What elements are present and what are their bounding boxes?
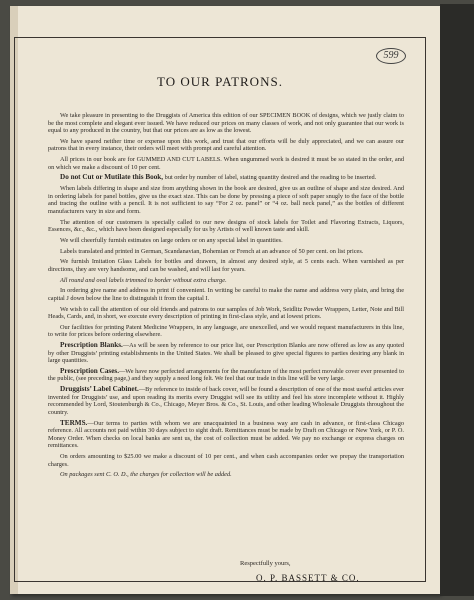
paragraph (48, 156, 404, 171)
paragraph-lead: Do not Cut or Mutilate this Book, (60, 173, 164, 182)
paragraph-text: We have spared neither time or expense upon this work, and trust that our efforts will be duly appreciated, and we can assure our patrons that in every instance, their orders will meet with prompt and careful attention. (48, 137, 404, 153)
paragraph-text: Labels translated and printed in German, Scandanavian, Bohemian or French at an advance of 50 per cent. on list prices. (60, 247, 364, 255)
paragraph-text: but order by number of label, stating quantity desired and the reading to be inserted. (163, 174, 377, 182)
paragraph (48, 453, 404, 468)
paragraph-text: —By reference to inside of back cover, will be found a description of one of the most useful articles ever invented for Druggists’ use, and upon reading its merits every Druggist will see its utility and feel his store incomplete without it. Highly recommended by Lord, Stoutenburgh & Co., Chicago, Meyer Bros. & Co., St. Louis, and other leading Wholesale Druggists throughout the country. (48, 386, 404, 416)
paragraph (48, 174, 404, 182)
paragraph-lead: TERMS. (60, 418, 88, 427)
handwritten-page-number: 599 (376, 48, 406, 64)
paragraph-lead: Prescription Blanks. (60, 341, 123, 350)
paragraph (48, 112, 404, 135)
paragraph-text: On orders amounting to $25.00 we make a discount of 10 per cent., and when cash accompanies order we prepay the transportation charges. (48, 452, 404, 468)
paragraph-text: We wish to call the attention of our old friends and patrons to our samples of Job Work, Seidlitz Powder Wrappers, Letter, Note and Bill Heads, Cards, and, in short, we execute every description of printing in first-class style, and at lowest prices. (48, 305, 404, 321)
signature: O. P. BASSETT & CO. (256, 573, 360, 583)
paragraph-text: —We have now perfected arrangements for the manufacture of the most perfect movable cover ever presented to the public, (see preceding page,) and they supply a need long felt. We feel that our trade in this line will be very large. (48, 367, 404, 383)
background-edge (440, 4, 474, 596)
page-title: TO OUR PATRONS. (157, 74, 283, 89)
paragraph (48, 324, 404, 339)
paragraph (48, 277, 404, 285)
paragraph-lead: Druggists’ Label Cabinet. (60, 385, 139, 394)
paragraph-text: On packages sent C. O. D., the charges for collection will be added. (60, 471, 232, 479)
paragraph (48, 248, 404, 256)
paragraph-text: All prices in our book are for GUMMED AND CUT LABELS. When ungummed work is desired it must be so stated in the order, and on which we make a discount of 10 per cent. (48, 156, 404, 171)
paragraph-text: When labels differing in shape and size from anything shown in the book are desired, give us an outline of shape and size desired. And in ordering labels for panel bottles, give us the exact size. This can be done by pressing a piece of soft paper snugly to the face of the bottle and tracing the outline with a pencil. It is not sufficient to say “For 2 oz. panel” or “4 oz. ball neck panel,” as the bottles of different manufacturers vary in size and form. (48, 185, 404, 215)
paragraph (48, 386, 404, 416)
paragraph-text: The attention of our customers is specially called to our new designs of stock labels for Toilet and Flavoring Extracts, Liquors, Essences, &c., &c., which have been designed especially for us by Artists of well known taste and skill. (48, 218, 404, 234)
paragraph-text: —As will be seen by reference to our price list, our Prescription Blanks are now offered as low as any quoted by other Druggists’ printing establishments in the United States. We shall be pleased to give special figures to parties desiring any blank in large quantities. (48, 342, 404, 365)
paragraph-text: We furnish Imitation Glass Labels for bottles and drawers, in almost any desired style, at 5 cents each. When varnished as per directions, they are very handsome, and can be washed, and will last for years. (48, 258, 404, 273)
paragraph-text: In ordering give name and address in print if convenient. In writing be careful to make the name and address very plain, and bring the capital J down below the line to distinguish it from the capital I. (48, 287, 404, 302)
paragraph (48, 258, 404, 273)
paragraph (48, 368, 404, 383)
paragraph-text: —Our terms to parties with whom we are unacquainted in a business way are cash in advance, or first-class Chicago reference. All accounts not paid within 30 days subject to sight draft. Remittances must be made by Draft on Chicago or New York, or P. O. Money Order. When checks on local banks are sent us, the cost of collection must be added. We pay no exchange or express charges on remittances. (48, 419, 404, 450)
paragraph-lead: Prescription Cases. (60, 366, 119, 375)
body-text (48, 112, 404, 482)
paragraph (48, 287, 404, 302)
paragraph-text: All round and oval labels trimmed to border without extra charge. (60, 276, 227, 284)
paragraph-text: Our facilities for printing Patent Medicine Wrappers, in any language, are unexcelled, and we would request manufacturers in this line, to write for prices before ordering elsewhere. (48, 323, 404, 339)
paragraph (48, 138, 404, 153)
paragraph (48, 420, 404, 450)
paragraph (48, 219, 404, 234)
paragraph (48, 237, 404, 245)
closing-line: Respectfully yours, (240, 560, 291, 567)
paragraph (48, 342, 404, 365)
paragraph (48, 306, 404, 321)
paragraph-text: We will cheerfully furnish estimates on large orders or on any special label in quantities. (60, 236, 283, 244)
paragraph (48, 185, 404, 215)
paragraph-text: We take pleasure in presenting to the Druggists of America this edition of our SPECIMEN BOOK of designs, which we justly claim to be the most complete and elegant ever issued. We have reduced our prices on many classes of work, and not only guarantee that our work is equal to any produced in the country, but that our prices are as low as the lowest. (48, 112, 404, 135)
paragraph (48, 471, 404, 479)
